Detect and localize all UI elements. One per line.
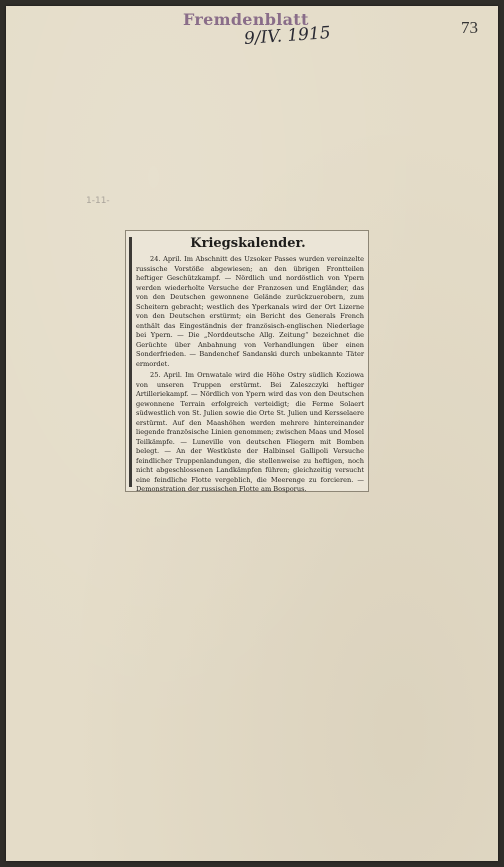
page-number: 73 — [461, 18, 478, 37]
pencil-mark: 1-11- — [86, 196, 110, 206]
handwritten-date: 9/IV. 1915 — [243, 23, 332, 49]
newspaper-clipping — [125, 230, 369, 492]
clipping-paragraph-april-24: 24. April. Im Abschnitt des Uzsoker Passes wurden vereinzelte russische Vorstöße abgewiesen; an den übrigen Frontteilen heftiger Geschützkampf. — Nördlich und nordöstlich von Ypern werden wiederholte Versuche der Franzosen und Engländer, das von den Deutschen gewonnene Gelände zurückzuerobern, zum Scheitern gebracht; westlich des Yperkanals wird der Ort Lizerne von den Deutschen erstürmt; ein Bericht des Generals French enthält das Eingeständnis der französisch-englischen Niederlage bei Ypern. — Die „Norddeutsche Allg. Zeitung“ bezeichnet die Gerüchte über Anbahnung von Verhandlungen über einen Sonderfrieden. — Bandenchef Sandanski durch unbekannte Täter ermordet. — [136, 255, 364, 368]
newspaper-stamp: Fremdenblatt — [183, 10, 309, 29]
clipping-body — [136, 255, 364, 497]
archive-page — [6, 6, 498, 861]
clipping-title: Kriegskalender. — [190, 236, 306, 251]
clipping-paragraph-april-25: 25. April. Im Ornwatale wird die Höhe Ostry südlich Koziowa von unseren Truppen erstürmt. Bei Zaleszczyki heftiger Artilleriekampf. — Nördlich von Ypern wird das von den Deutschen gewonnene Terrain erfolgreich verteidigt; die Ferme Solaert südwestlich von St. Julien sowie die Orte St. Julien und Kersselaere erstürmt. Auf den Maashöhen werden mehrere hintereinander liegende französische Linien genommen; zwischen Maas und Mosel Teilkämpfe. — Luneville von deutschen Fliegern mit Bomben belegt. — An der Westküste der Halbinsel Gallipoli Versuche feindlicher Truppenlandungen, die stellenweise zu heftigen, noch nicht abgeschlossenen Landkämpfen führen; gleichzeitig versucht eine feindliche Flotte vergeblich, die Meerenge zu forcieren. — Demonstration der russischen Flotte am Bosporus. — [136, 371, 364, 493]
clipping-margin-bar — [129, 237, 132, 487]
